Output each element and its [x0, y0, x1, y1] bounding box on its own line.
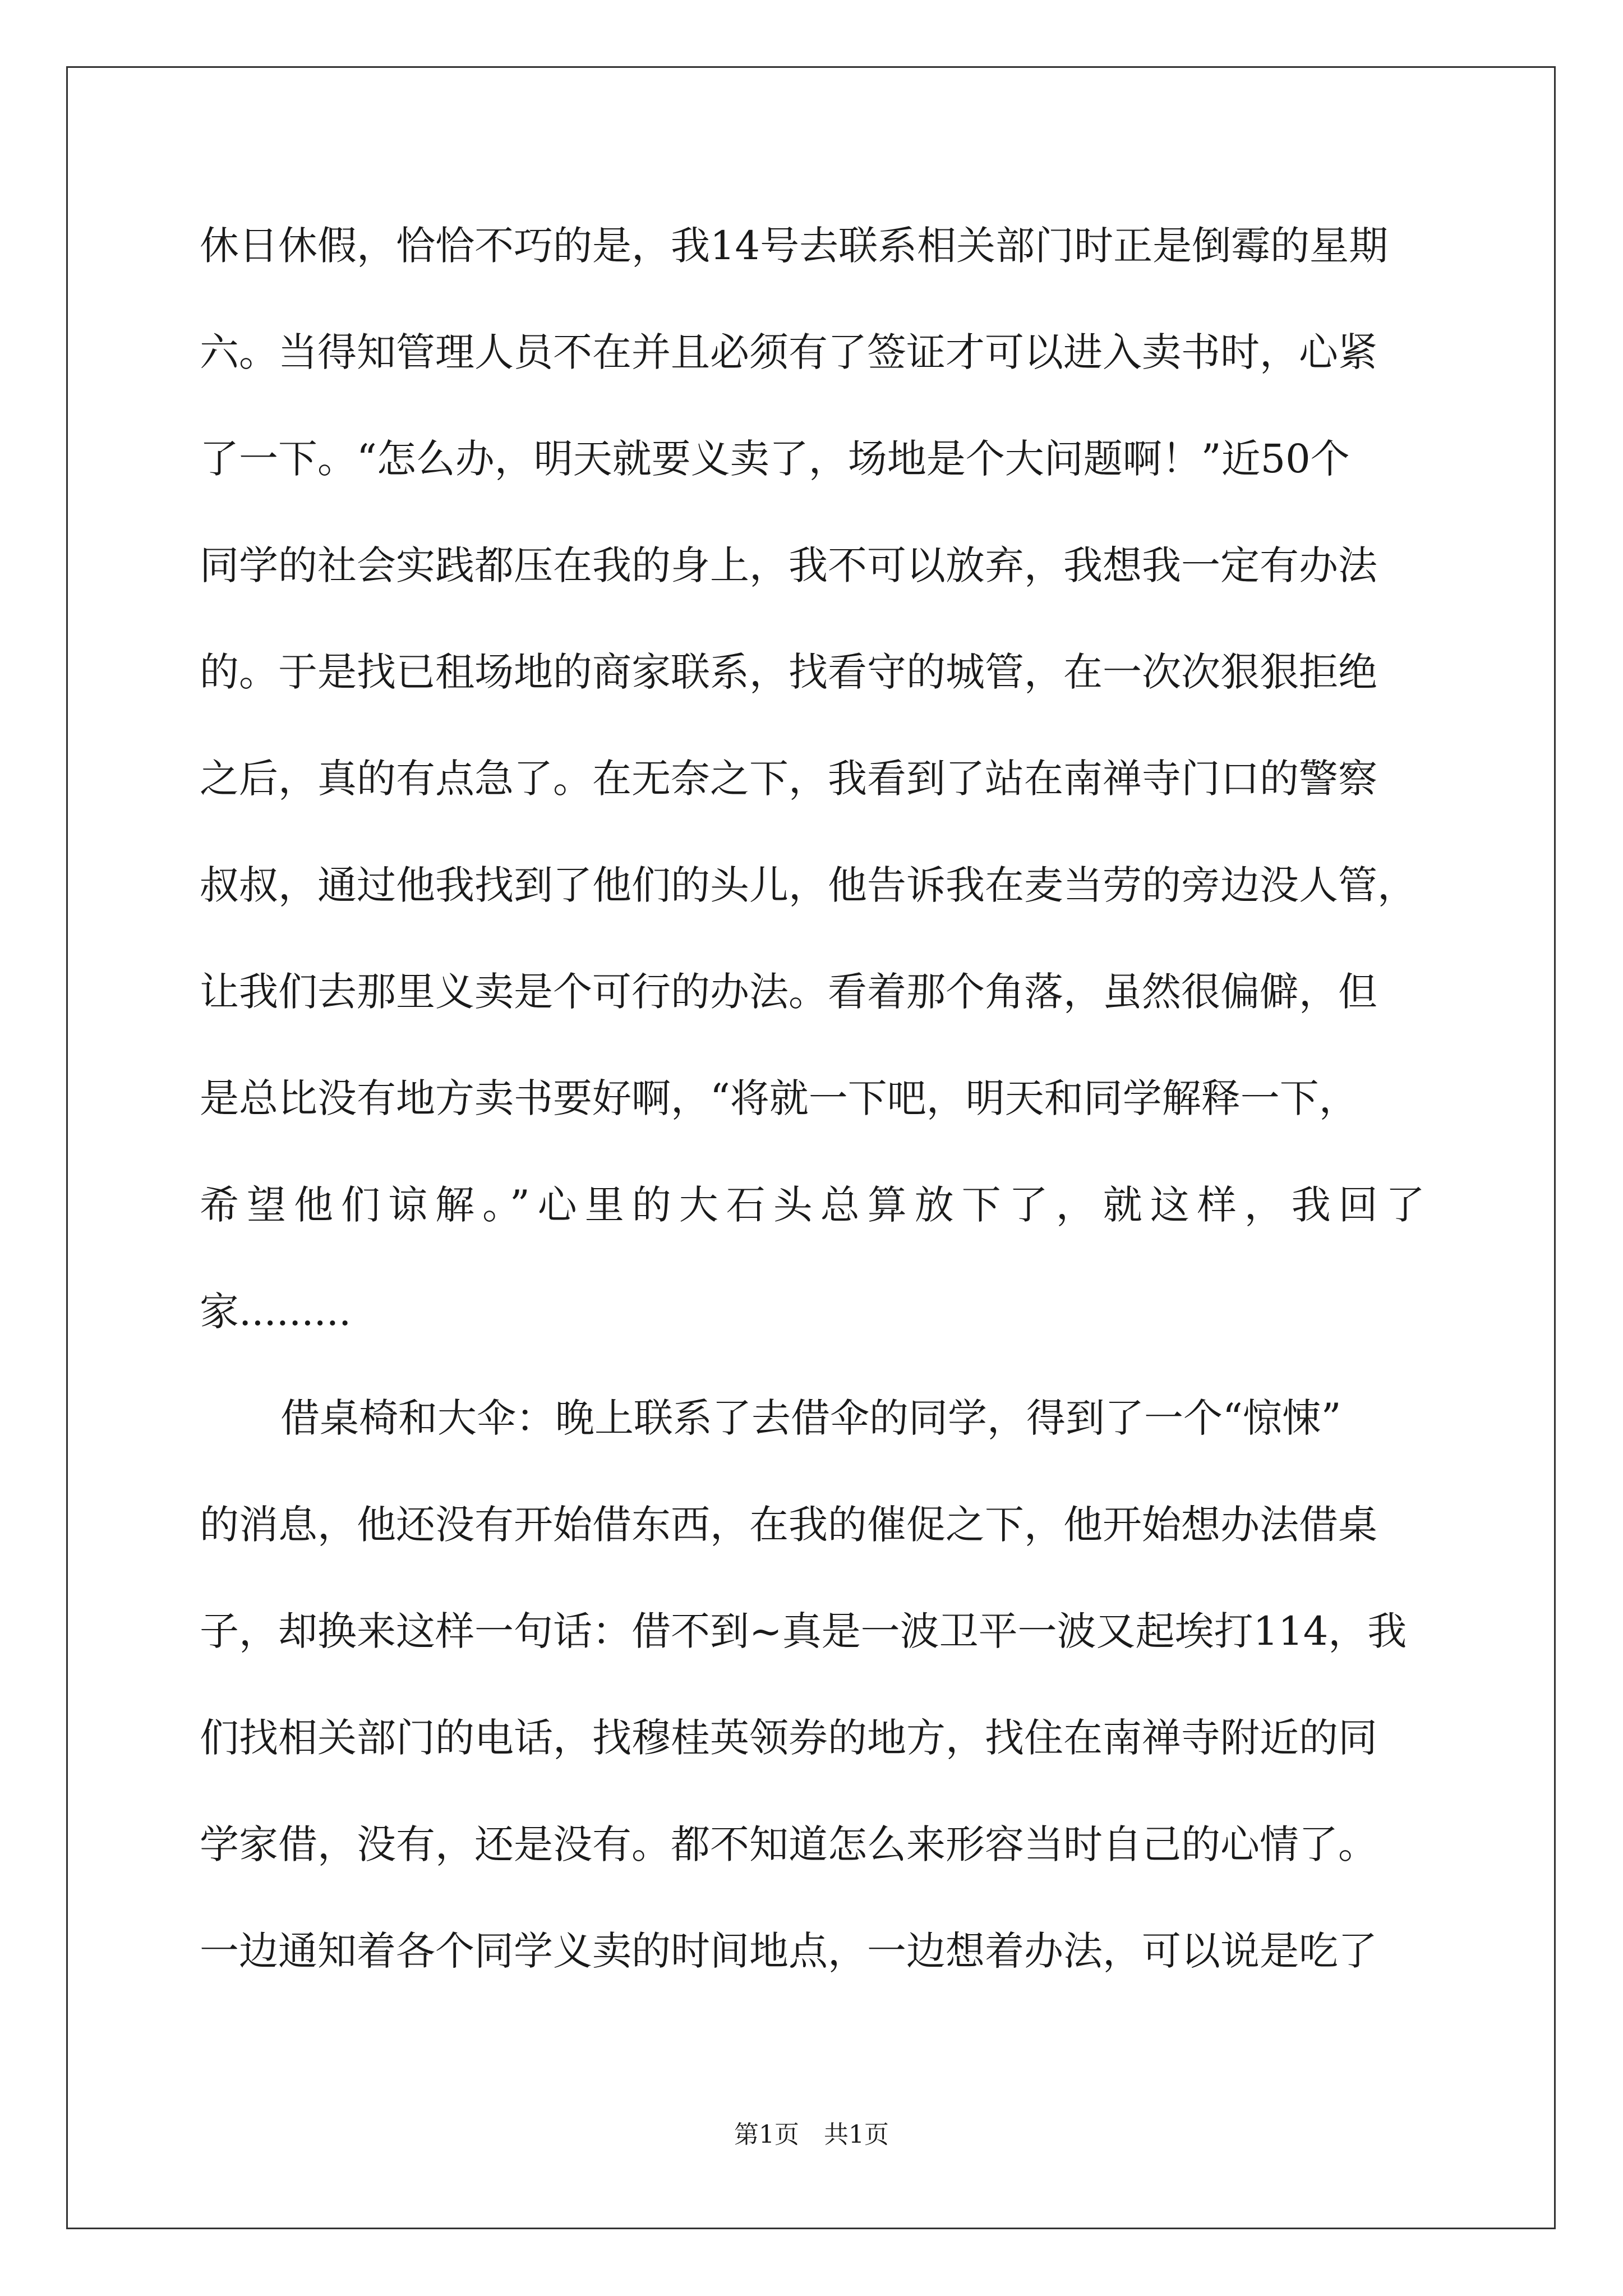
text-line: 一边通知着各个同学义卖的时间地点，一边想着办法，可以说是吃了	[200, 1928, 1377, 1974]
text-line: 们找相关部门的电话，找穆桂英领券的地方，找住在南禅寺附近的同	[200, 1715, 1377, 1761]
text-line: 的消息，他还没有开始借东西，在我的催促之下，他开始想办法借桌	[200, 1502, 1377, 1548]
text-line: 叔叔，通过他我找到了他们的头儿，他告诉我在麦当劳的旁边没人管，	[200, 862, 1417, 908]
text-line: 了一下。“怎么办，明天就要义卖了，场地是个大问题啊！”近50个	[200, 436, 1350, 482]
text-line: 休日休假，恰恰不巧的是，我14号去联系相关部门时正是倒霉的星期	[200, 223, 1389, 269]
text-line: 六。当得知管理人员不在并且必须有了签证才可以进入卖书时，心紧	[200, 329, 1377, 375]
text-line: 的。于是找已租场地的商家联系，找看守的城管，在一次次狠狠拒绝	[200, 649, 1377, 695]
text-line: 希望他们谅解。”心里的大石头总算放下了，就这样，我回了	[200, 1182, 1433, 1228]
text-line: 子，却换来这样一句话：借不到~真是一波卫平一波又起埃打114，我	[200, 1608, 1407, 1654]
text-line: 学家借，没有，还是没有。都不知道怎么来形容当时自己的心情了。	[200, 1821, 1377, 1867]
page-number-footer: 第1页 共1页	[734, 2120, 889, 2149]
text-line: 家.........	[200, 1289, 352, 1335]
paragraph-start-line: 借桌椅和大伞：晚上联系了去借伞的同学，得到了一个“惊悚”	[280, 1395, 1341, 1441]
text-line: 是总比没有地方卖书要好啊，“将就一下吧，明天和同学解释一下，	[200, 1075, 1358, 1121]
text-line: 同学的社会实践都压在我的身上，我不可以放弃，我想我一定有办法	[200, 542, 1377, 588]
page-border	[66, 66, 1556, 2229]
text-line: 让我们去那里义卖是个可行的办法。看着那个角落，虽然很偏僻，但	[200, 969, 1377, 1015]
text-line: 之后，真的有点急了。在无奈之下，我看到了站在南禅寺门口的警察	[200, 756, 1377, 802]
